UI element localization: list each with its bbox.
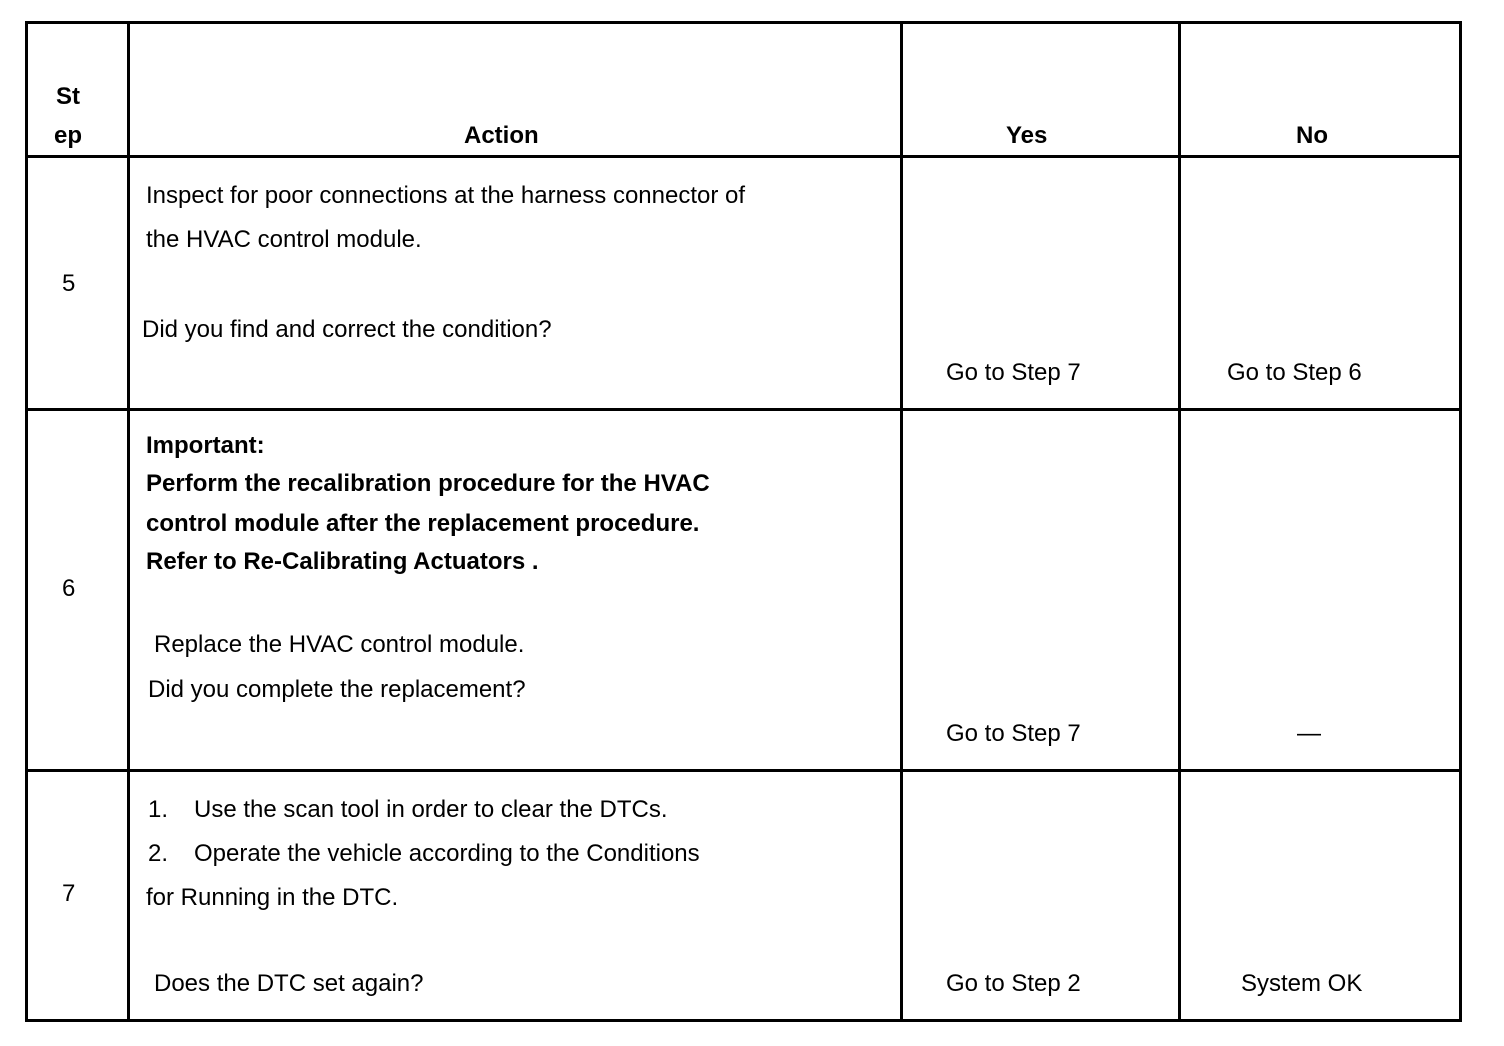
header-yes: Yes xyxy=(1006,122,1048,149)
no-result: System OK xyxy=(1241,970,1363,997)
step-number: 6 xyxy=(62,575,76,602)
yes-result: Go to Step 2 xyxy=(946,970,1081,997)
header-divider xyxy=(25,155,1462,158)
column-divider xyxy=(127,21,130,1022)
action-question: Does the DTC set again? xyxy=(154,970,424,997)
step-number: 5 xyxy=(62,270,76,297)
action-question: Did you find and correct the condition? xyxy=(142,316,552,343)
header-no: No xyxy=(1296,122,1328,149)
list-item-text: for Running in the DTC. xyxy=(146,884,399,911)
list-item-text: Operate the vehicle according to the Conditions xyxy=(194,840,700,867)
table-border-left xyxy=(25,21,28,1022)
column-divider xyxy=(900,21,903,1022)
header-action: Action xyxy=(464,122,539,149)
step-number: 7 xyxy=(62,880,76,907)
action-text: the HVAC control module. xyxy=(146,226,422,253)
row-divider xyxy=(25,769,1462,772)
important-note: Refer to Re-Calibrating Actuators . xyxy=(146,548,539,575)
important-note: Perform the recalibration procedure for the HVAC xyxy=(146,470,710,497)
table-border-bottom xyxy=(25,1019,1462,1022)
yes-result: Go to Step 7 xyxy=(946,720,1081,747)
no-result: Go to Step 6 xyxy=(1227,359,1362,386)
action-text: Replace the HVAC control module. xyxy=(154,631,525,658)
header-step-line2: ep xyxy=(54,122,83,149)
action-text: Inspect for poor connections at the harness connector of xyxy=(146,182,746,209)
table-border-right xyxy=(1459,21,1462,1022)
action-question: Did you complete the replacement? xyxy=(148,676,526,703)
column-divider xyxy=(1178,21,1181,1022)
no-result: — xyxy=(1297,720,1321,747)
list-item-number: 2. xyxy=(148,840,169,867)
important-note: control module after the replacement procedure. xyxy=(146,510,700,537)
list-item-number: 1. xyxy=(148,796,169,823)
yes-result: Go to Step 7 xyxy=(946,359,1081,386)
list-item-text: Use the scan tool in order to clear the DTCs. xyxy=(194,796,668,823)
row-divider xyxy=(25,408,1462,411)
table-border-top xyxy=(25,21,1462,24)
header-step-line1: St xyxy=(56,83,80,110)
important-label: Important: xyxy=(146,432,265,459)
